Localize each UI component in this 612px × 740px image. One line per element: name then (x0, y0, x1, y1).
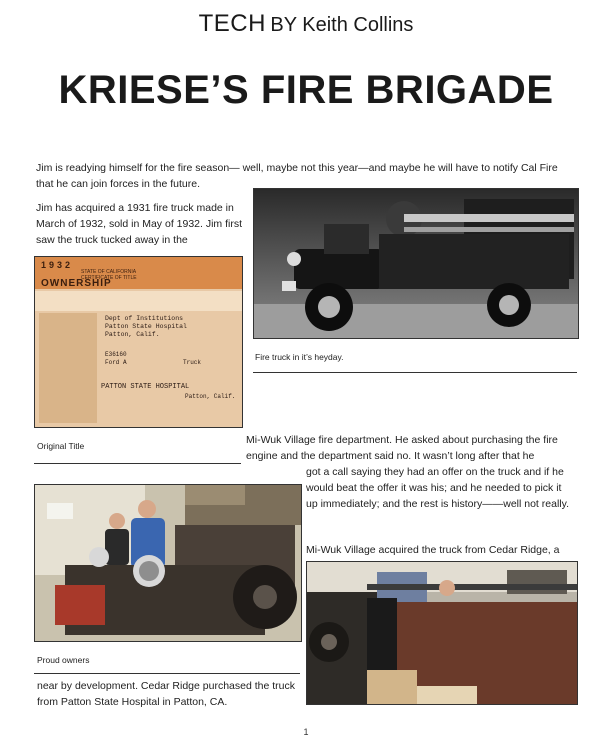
page-number: 1 (303, 727, 309, 737)
garage-truck-photo (306, 561, 578, 705)
village-paragraph-b: got a call saying they had an offer on the truck and if he would beat the offer it was his; and he needed to pick it up immediately; and the rest is history——well not really. (306, 466, 569, 510)
engine-type: Truck (183, 359, 202, 366)
heyday-photo (253, 188, 579, 339)
title-certificate-image (34, 256, 243, 428)
owner-line-2: Patton State Hospital (105, 323, 187, 330)
certificate-heading: CERTIFICATE OF TITLE (81, 275, 137, 281)
village-paragraph-a: Mi-Wuk Village fire department. He asked about purchasing the fire engine and the department said no. It wasn’t long after that he (246, 434, 558, 462)
certificate-owner-block (105, 315, 187, 339)
heyday-caption: Fire truck in it’s heyday. (255, 352, 344, 362)
byline: BY Keith Collins (270, 14, 414, 36)
owners-with-truck-image (35, 485, 301, 641)
owner-line-3: Patton, Calif. (105, 331, 160, 338)
acquired-from-paragraph: Mi-Wuk Village acquired the truck from Cedar Ridge, a (306, 544, 560, 556)
restored-truck-garage-image (307, 562, 577, 704)
title-caption: Original Title (37, 441, 85, 451)
certificate-label-column (39, 313, 97, 423)
certificate-fineprint-band (35, 291, 242, 311)
vehicle-make: Ford A (105, 359, 127, 366)
intro-paragraph: Jim is readying himself for the fire season— well, maybe not this year—and maybe he will have to notify Cal Fire that he can join forces in the future. (36, 162, 558, 190)
vintage-fire-truck-image (254, 189, 578, 338)
proud-owners-photo (34, 484, 302, 642)
owners-caption: Proud owners (37, 655, 90, 665)
signature-scribble (105, 402, 243, 428)
certificate-vehicle-block (105, 351, 127, 367)
title-caption-rule (34, 463, 241, 464)
certificate-year: 1932 (41, 260, 74, 270)
certificate-stamp-city: Patton, Calif. (185, 393, 236, 400)
heyday-caption-rule (253, 372, 577, 373)
certificate-state: STATE OF CALIFORNIA (81, 269, 137, 275)
license-number: E36160 (105, 351, 127, 358)
certificate-ownership-word: OWNERSHIP (41, 278, 112, 289)
section-header (0, 10, 612, 38)
certificate-stamp: PATTON STATE HOSPITAL (101, 383, 190, 391)
section-label: TECH (198, 10, 266, 37)
near-paragraph: near by development. Cedar Ridge purchased the truck from Patton State Hospital in Patton, CA. (37, 680, 295, 708)
owner-line-1: Dept of Institutions (105, 315, 184, 322)
article-title: KRIESE’S FIRE BRIGADE (58, 68, 554, 112)
owners-caption-rule (34, 673, 300, 674)
acquired-paragraph: Jim has acquired a 1931 fire truck made in March of 1932, sold in May of 1932. Jim first saw the truck tucked away in the (36, 202, 243, 246)
